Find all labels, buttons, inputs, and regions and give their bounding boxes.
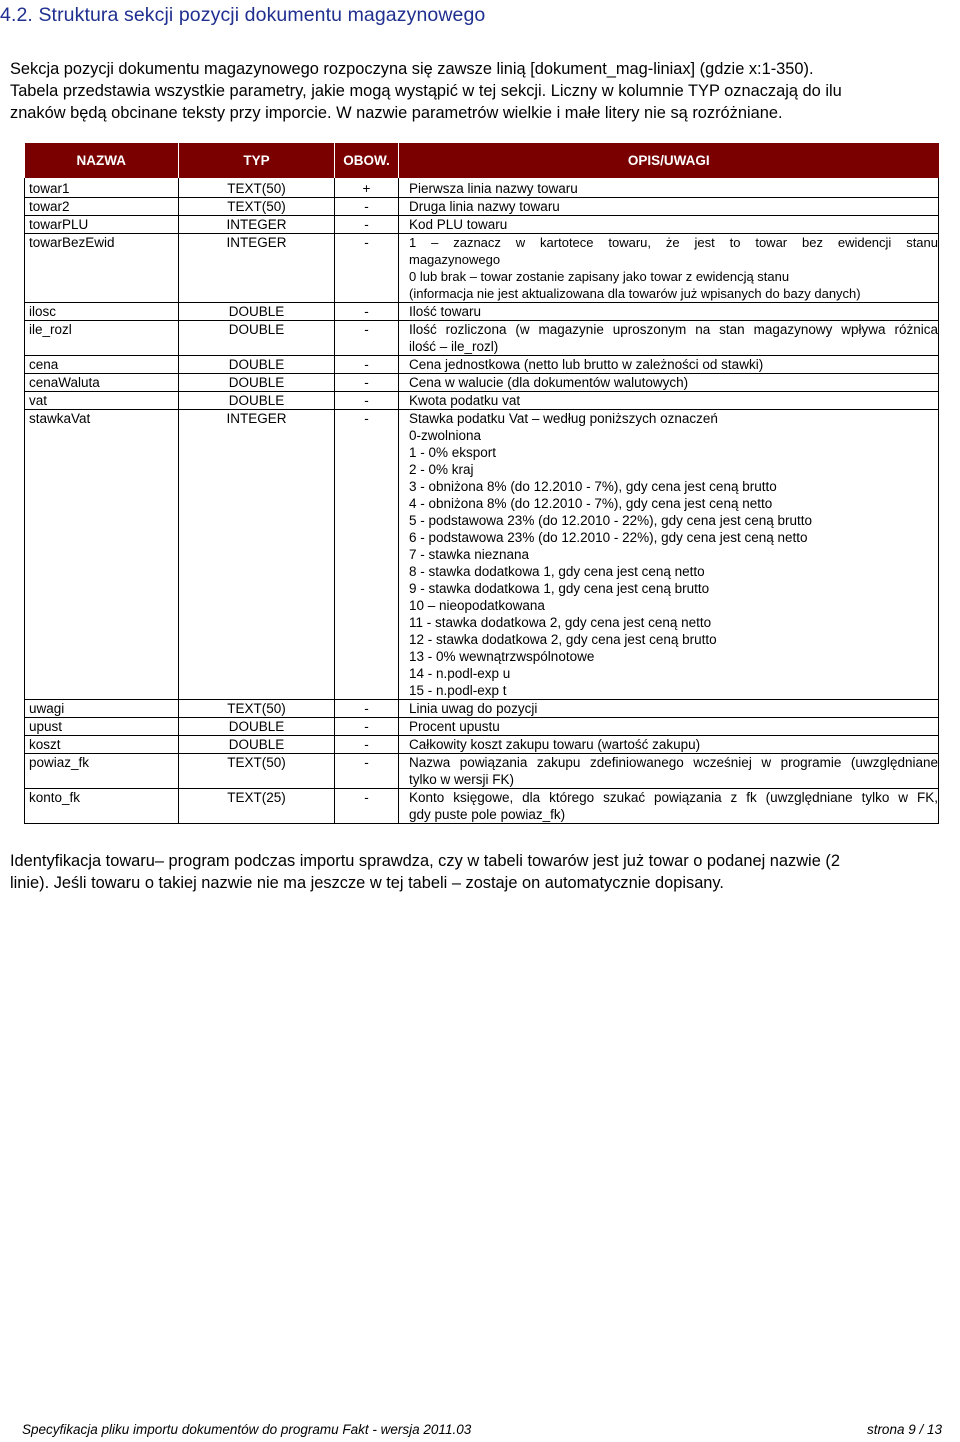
param-type: DOUBLE bbox=[179, 736, 335, 754]
description-line: 12 - stawka dodatkowa 2, gdy cena jest ceną brutto bbox=[409, 632, 717, 647]
table-row bbox=[25, 754, 939, 789]
param-description bbox=[399, 178, 939, 198]
param-type: TEXT(50) bbox=[179, 198, 335, 216]
description-line: Pierwsza linia nazwy towaru bbox=[409, 181, 578, 196]
description-line: 5 - podstawowa 23% (do 12.2010 - 22%), gdy cena jest ceną brutto bbox=[409, 513, 812, 528]
description-line: magazynowego bbox=[409, 252, 501, 267]
table-row bbox=[25, 392, 939, 410]
param-type: TEXT(50) bbox=[179, 178, 335, 198]
param-name: koszt bbox=[25, 736, 179, 754]
description-line: Linia uwag do pozycji bbox=[409, 701, 538, 716]
description-line: 13 - 0% wewnątrzwspólnotowe bbox=[409, 649, 595, 664]
param-name: upust bbox=[25, 718, 179, 736]
description-line: 11 - stawka dodatkowa 2, gdy cena jest ceną netto bbox=[409, 615, 712, 630]
table-row bbox=[25, 410, 939, 700]
description-line: gdy puste pole powiaz_fk) bbox=[409, 807, 566, 822]
description-line: Całkowity koszt zakupu towaru (wartość zakupu) bbox=[409, 737, 701, 752]
param-name: vat bbox=[25, 392, 179, 410]
header-required: OBOW. bbox=[335, 143, 399, 178]
table-row bbox=[25, 356, 939, 374]
param-type: TEXT(50) bbox=[179, 700, 335, 718]
param-type: INTEGER bbox=[179, 410, 335, 700]
description-line: Kwota podatku vat bbox=[409, 393, 521, 408]
param-description bbox=[399, 718, 939, 736]
param-description bbox=[399, 321, 939, 356]
param-description bbox=[399, 789, 939, 824]
param-description bbox=[399, 234, 939, 303]
param-name: towarPLU bbox=[25, 216, 179, 234]
table-row bbox=[25, 178, 939, 198]
table-row bbox=[25, 700, 939, 718]
param-required: - bbox=[335, 736, 399, 754]
param-description bbox=[399, 198, 939, 216]
identification-paragraph bbox=[10, 850, 956, 894]
param-required: - bbox=[335, 198, 399, 216]
param-description bbox=[399, 754, 939, 789]
param-type: DOUBLE bbox=[179, 718, 335, 736]
param-description bbox=[399, 374, 939, 392]
intro-line: znaków będą obcinane teksty przy imporcie. W nazwie parametrów wielkie i małe litery nie są rozróżniane. bbox=[10, 104, 783, 122]
intro-paragraph bbox=[10, 58, 956, 124]
param-type: TEXT(25) bbox=[179, 789, 335, 824]
description-line: 7 - stawka nieznana bbox=[409, 547, 530, 562]
param-name: konto_fk bbox=[25, 789, 179, 824]
description-line: tylko w wersji FK) bbox=[409, 772, 515, 787]
param-description bbox=[399, 410, 939, 700]
table-row bbox=[25, 718, 939, 736]
param-description bbox=[399, 303, 939, 321]
description-line: 6 - podstawowa 23% (do 12.2010 - 22%), gdy cena jest ceną netto bbox=[409, 530, 808, 545]
param-type: INTEGER bbox=[179, 216, 335, 234]
description-line: 2 - 0% kraj bbox=[409, 462, 474, 477]
param-required: + bbox=[335, 178, 399, 198]
header-description: OPIS/UWAGI bbox=[399, 143, 939, 178]
param-description bbox=[399, 392, 939, 410]
outro-line: Identyfikacja towaru– program podczas importu sprawdza, czy w tabeli towarów jest już towar o podanej nazwie (2 bbox=[10, 852, 840, 870]
header-type: TYP bbox=[179, 143, 335, 178]
description-line: 10 – nieopodatkowana bbox=[409, 598, 545, 613]
param-required: - bbox=[335, 392, 399, 410]
param-description bbox=[399, 216, 939, 234]
param-required: - bbox=[335, 374, 399, 392]
description-line: 3 - obniżona 8% (do 12.2010 - 7%), gdy cena jest ceną brutto bbox=[409, 479, 777, 494]
description-line: 8 - stawka dodatkowa 1, gdy cena jest ceną netto bbox=[409, 564, 705, 579]
section-heading: 4.2. Struktura sekcji pozycji dokumentu magazynowego bbox=[0, 4, 486, 26]
description-line: 1 – zaznacz w kartotece towaru, że jest to towar bez ewidencji stanu bbox=[409, 235, 938, 250]
param-name: towar1 bbox=[25, 178, 179, 198]
param-name: towar2 bbox=[25, 198, 179, 216]
description-line: Ilość rozliczona (w magazynie uproszonym na stan magazynowy wpływa różnica bbox=[409, 322, 938, 337]
description-line: 15 - n.podl-exp t bbox=[409, 683, 507, 698]
param-required: - bbox=[335, 356, 399, 374]
description-line: Kod PLU towaru bbox=[409, 217, 508, 232]
param-type: DOUBLE bbox=[179, 321, 335, 356]
header-name: NAZWA bbox=[25, 143, 179, 178]
param-name: ile_rozl bbox=[25, 321, 179, 356]
param-type: DOUBLE bbox=[179, 392, 335, 410]
description-line: 4 - obniżona 8% (do 12.2010 - 7%), gdy cena jest ceną netto bbox=[409, 496, 773, 511]
description-line: Cena jednostkowa (netto lub brutto w zależności od stawki) bbox=[409, 357, 764, 372]
table-header-row bbox=[25, 143, 939, 178]
intro-line: Sekcja pozycji dokumentu magazynowego rozpoczyna się zawsze linią [dokument_mag-liniax] (gdzie x:1-350). bbox=[10, 60, 814, 78]
param-type: DOUBLE bbox=[179, 356, 335, 374]
table-row bbox=[25, 736, 939, 754]
param-required: - bbox=[335, 216, 399, 234]
param-required: - bbox=[335, 321, 399, 356]
param-type: TEXT(50) bbox=[179, 754, 335, 789]
table-row bbox=[25, 321, 939, 356]
param-name: powiaz_fk bbox=[25, 754, 179, 789]
parameters-table bbox=[24, 143, 939, 824]
param-required: - bbox=[335, 718, 399, 736]
table-row bbox=[25, 789, 939, 824]
table-row bbox=[25, 374, 939, 392]
description-line: 9 - stawka dodatkowa 1, gdy cena jest ceną brutto bbox=[409, 581, 710, 596]
param-name: stawkaVat bbox=[25, 410, 179, 700]
description-line: Druga linia nazwy towaru bbox=[409, 199, 560, 214]
description-line: Ilość towaru bbox=[409, 304, 482, 319]
description-line: Konto księgowe, dla którego szukać powiązania z fk (uwzględniane tylko w FK, bbox=[409, 790, 938, 805]
description-line: Nazwa powiązania zakupu zdefiniowanego wcześniej w programie (uwzględniane bbox=[409, 755, 938, 770]
param-required: - bbox=[335, 234, 399, 303]
param-required: - bbox=[335, 789, 399, 824]
table-row bbox=[25, 198, 939, 216]
param-type: INTEGER bbox=[179, 234, 335, 303]
description-line: (informacja nie jest aktualizowana dla towarów już wpisanych do bazy danych) bbox=[409, 286, 861, 301]
param-name: towarBezEwid bbox=[25, 234, 179, 303]
description-line: Stawka podatku Vat – według poniższych oznaczeń bbox=[409, 411, 718, 426]
description-line: Cena w walucie (dla dokumentów walutowych) bbox=[409, 375, 689, 390]
param-required: - bbox=[335, 410, 399, 700]
param-name: cenaWaluta bbox=[25, 374, 179, 392]
param-type: DOUBLE bbox=[179, 374, 335, 392]
param-name: cena bbox=[25, 356, 179, 374]
intro-line: Tabela przedstawia wszystkie parametry, jakie mogą wystąpić w tej sekcji. Liczny w kolumnie TYP oznaczają do ilu bbox=[10, 82, 842, 100]
description-line: 0 lub brak – towar zostanie zapisany jako towar z ewidencją stanu bbox=[409, 269, 790, 284]
param-required: - bbox=[335, 700, 399, 718]
description-line: 1 - 0% eksport bbox=[409, 445, 497, 460]
description-line: 14 - n.podl-exp u bbox=[409, 666, 511, 681]
description-line: Procent upustu bbox=[409, 719, 500, 734]
table-row bbox=[25, 234, 939, 303]
table-row bbox=[25, 216, 939, 234]
param-name: ilosc bbox=[25, 303, 179, 321]
param-description bbox=[399, 700, 939, 718]
param-required: - bbox=[335, 754, 399, 789]
parameters-table-container bbox=[24, 143, 938, 824]
param-required: - bbox=[335, 303, 399, 321]
description-line: ilość – ile_rozl) bbox=[409, 339, 499, 354]
outro-line: linie). Jeśli towaru o takiej nazwie nie ma jeszcze w tej tabeli – zostaje on automatycznie dopisany. bbox=[10, 874, 724, 892]
description-line: 0-zwolniona bbox=[409, 428, 482, 443]
table-row bbox=[25, 303, 939, 321]
param-type: DOUBLE bbox=[179, 303, 335, 321]
param-name: uwagi bbox=[25, 700, 179, 718]
param-description bbox=[399, 356, 939, 374]
footer-title: Specyfikacja pliku importu dokumentów do programu Fakt - wersja 2011.03 bbox=[22, 1422, 472, 1437]
param-description bbox=[399, 736, 939, 754]
page-number: strona 9 / 13 bbox=[866, 1422, 942, 1437]
